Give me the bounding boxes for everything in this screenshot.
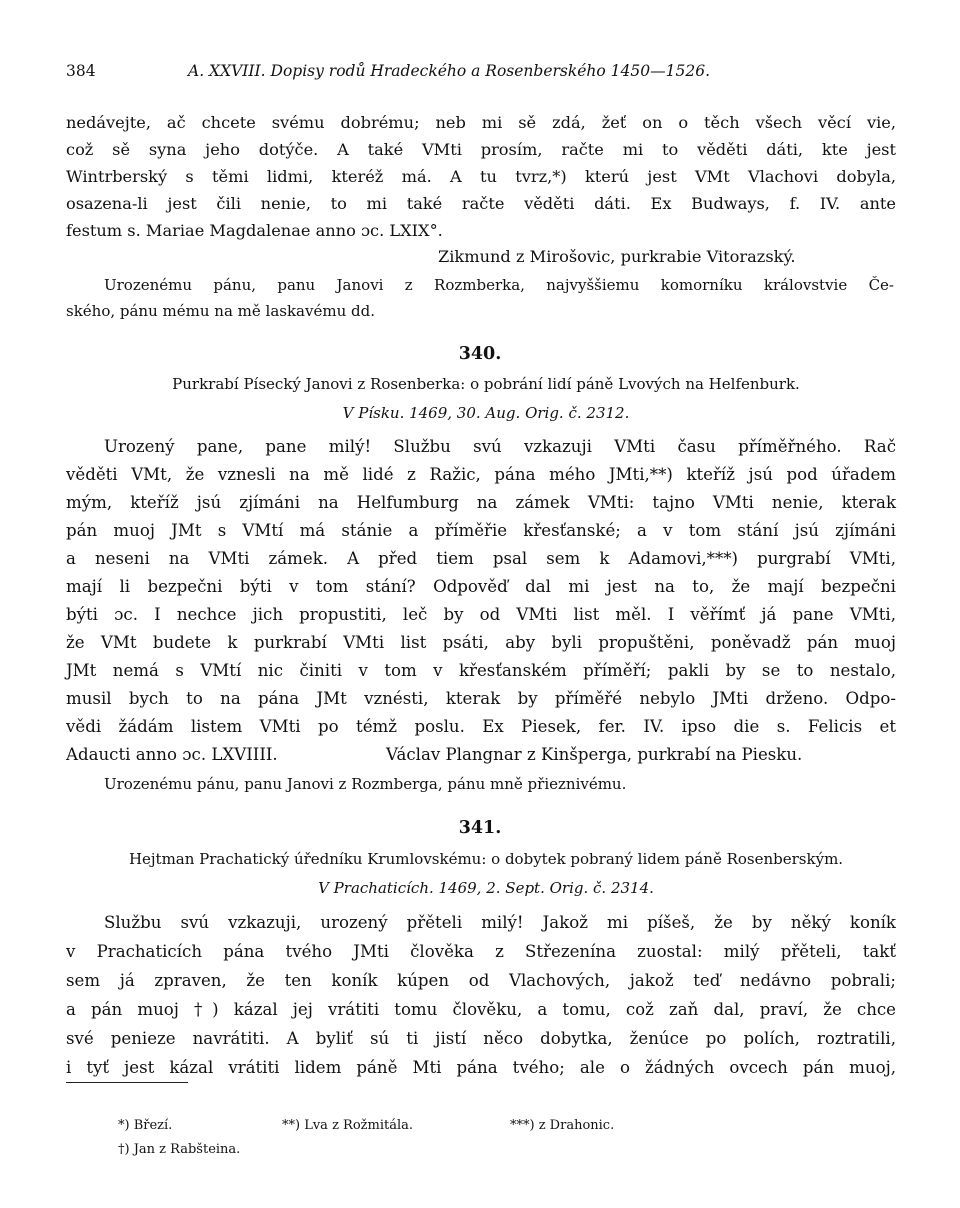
- footnote: *) Březí.: [118, 1118, 173, 1133]
- document-title: Hejtman Prachatický úředníku Krumlovskému: o dobytek pobraný lidem páně Rosenberským.: [128, 850, 844, 868]
- text-line: v Prachaticích pána tvého JMti člověka z Střezenína zuostal: milý přěteli, takť: [66, 942, 896, 961]
- text-line: a pán muoj †) kázal jej vrátiti tomu člověku, a tomu, což zaň dal, praví, že chce: [66, 1000, 896, 1019]
- text-line: nedávejte, ač chcete svému dobrému; neb mi sě zdá, žeť on o těch všech věcí vie,: [66, 113, 896, 132]
- page-header: [66, 62, 906, 86]
- text-line: což sě syna jeho dotýče. A také VMti prosím, račte mi to věděti dáti, kte jest: [66, 140, 896, 159]
- document-number: 341.: [458, 818, 502, 838]
- text-line: i tyť jest kázal vrátiti lidem páně Mti pána tvého; ale o žádných ovcech pán muoj,: [66, 1058, 896, 1077]
- signature: Václav Plangnar z Kinšperga, purkrabí na Piesku.: [386, 745, 803, 764]
- text-line: věděti VMt, že vznesli na mě lidé z Ražic, pána mého JMti,**) kteříž jsú pod úřadem: [66, 465, 896, 484]
- footnote: ***) z Drahonic.: [510, 1118, 615, 1133]
- text-line: že VMt budete k purkrabí VMti list psáti, aby byli propuštěni, poněvadž pán muoj: [66, 633, 896, 652]
- document-source: V Písku. 1469, 30. Aug. Orig. č. 2312.: [342, 404, 630, 422]
- address-line: Urozenému pánu, panu Janovi z Rozmberka, najvyššiemu komorníku královstvie Če-: [104, 276, 894, 294]
- text-line: JMt nemá s VMtí nic činiti v tom v křesťanském příměří; pakli by se to nestalo,: [66, 661, 896, 680]
- document-source: V Prachaticích. 1469, 2. Sept. Orig. č. 2314.: [318, 879, 654, 897]
- text-line: a neseni na VMti zámek. A před tiem psal sem k Adamovi,***) purgrabí VMti,: [66, 549, 896, 568]
- text-line: Službu svú vzkazuji, urozený přěteli milý! Jakož mi píšeš, že by něký koník: [104, 913, 896, 932]
- footnote: †) Jan z Rabšteina.: [118, 1142, 241, 1157]
- footnote-divider: [66, 1082, 188, 1083]
- running-title: A. XXVIII. Dopisy rodů Hradeckého a Rosenberského 1450—1526.: [188, 62, 710, 80]
- text-line: sem já zpraven, že ten koník kúpen od Vlachových, jakož teď nedávno pobrali;: [66, 971, 896, 990]
- text-line: Wintrberský s těmi lidmi, kteréž má. A tu tvrz,*) kterú jest VMt Vlachovi dobyla,: [66, 167, 896, 186]
- text-line: mají li bezpečni býti v tom stání? Odpověď dal mi jest na to, že mají bezpečni: [66, 577, 896, 596]
- text-line: festum s. Mariae Magdalenae anno ɔc. LXIX°.: [66, 221, 443, 240]
- text-line: vědi žádám listem VMti po témž poslu. Ex Piesek, fer. IV. ipso die s. Felicis et: [66, 717, 896, 736]
- document-title: Purkrabí Písecký Janovi z Rosenberka: o pobrání lidí páně Lvových na Helfenburk.: [172, 375, 800, 393]
- address-line: ského, pánu mému na mě laskavému dd.: [66, 302, 375, 320]
- address-line: Urozenému pánu, panu Janovi z Rozmberga, pánu mně přieznivému.: [104, 775, 627, 793]
- text-line: musil bych to na pána JMt vznésti, kterak by příměřé nebylo JMti drženo. Odpo-: [66, 689, 896, 708]
- document-number: 340.: [458, 344, 502, 364]
- text-line: pán muoj JMt s VMtí má stánie a příměřie křesťanské; a v tom stání jsú zjímáni: [66, 521, 896, 540]
- page-number: 384: [66, 62, 96, 80]
- text-line: Adaucti anno ɔc. LXVIIII.: [66, 745, 278, 764]
- text-line: mým, kteříž jsú zjímáni na Helfumburg na zámek VMti: tajno VMti nenie, kterak: [66, 493, 896, 512]
- text-line: Urozený pane, pane milý! Službu svú vzkazuji VMti času příměřného. Rač: [104, 437, 896, 456]
- footnote: **) Lva z Rožmitála.: [282, 1118, 414, 1133]
- text-line: osazena-li jest čili nenie, to mi také račte věděti dáti. Ex Budways, f. IV. ante: [66, 194, 896, 213]
- text-line: býti ɔc. I nechce jich propustiti, leč by od VMti list měl. I věřímť já pane VMti,: [66, 605, 896, 624]
- text-line: své penieze navrátiti. A byliť sú ti jistí něco dobytka, ženúce po polích, roztratili,: [66, 1029, 896, 1048]
- signature: Zikmund z Mirošovic, purkrabie Vitorazský.: [438, 247, 796, 266]
